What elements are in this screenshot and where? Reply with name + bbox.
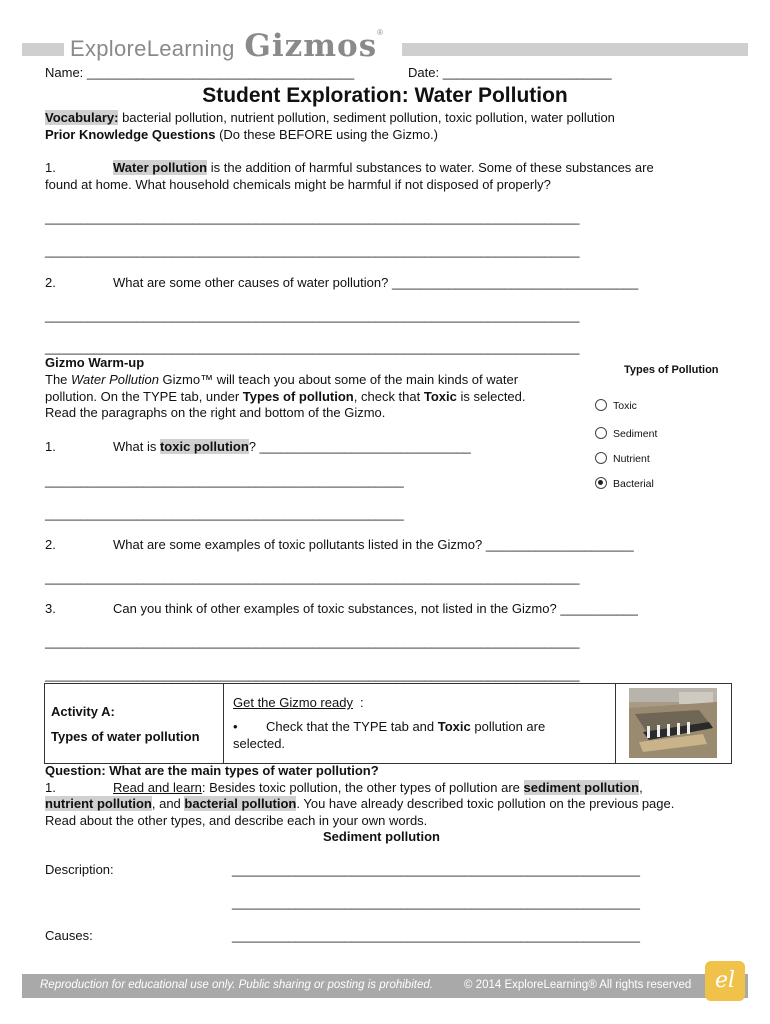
date-line: Date: ________________________ — [408, 65, 612, 80]
types-panel-title: Types of Pollution — [624, 364, 719, 376]
pk-question-1-text: Water pollution is the addition of harmful substances to water. Some of these substances are — [113, 160, 654, 175]
pk-question-2-num: 2. — [45, 275, 56, 290]
radio-nutrient[interactable] — [595, 452, 607, 464]
activity-check: Check that the TYPE tab and Toxic pollution are — [266, 719, 546, 734]
sediment-heading: Sediment pollution — [323, 829, 440, 844]
answer-line: ____________________________________________________________________________ — [45, 634, 580, 649]
radio-label-sediment: Sediment — [613, 428, 658, 440]
pk-question-1-line2: found at home. What household chemicals might be harmful if not disposed of properly? — [45, 177, 551, 192]
warmup-line-1: The Water Pollution Gizmo™ will teach you about some of the main kinds of water — [45, 372, 519, 387]
causes-answer-line: __________________________________________________________ — [232, 928, 640, 943]
prior-knowledge-heading: Prior Knowledge Questions (Do these BEFORE using the Gizmo.) — [45, 127, 438, 142]
description-answer-line: __________________________________________________________ — [232, 862, 640, 877]
table-divider — [615, 684, 616, 763]
radio-sediment[interactable] — [595, 427, 607, 439]
question-1-num: 1. — [45, 780, 56, 795]
activity-label: Activity A: — [51, 704, 115, 719]
description-answer-line: __________________________________________________________ — [232, 895, 640, 910]
answer-line: ____________________________________________________________________________ — [45, 308, 580, 323]
gizmo-thumbnail-image — [629, 688, 717, 758]
description-label: Description: — [45, 862, 114, 877]
question-1-line3: Read about the other types, and describe each in your own words. — [45, 813, 428, 828]
name-line: Name: ______________________________________ — [45, 65, 355, 80]
warmup-heading: Gizmo Warm-up — [45, 355, 145, 370]
radio-label-toxic: Toxic — [613, 400, 637, 412]
answer-line: ___________________________________________________ — [45, 506, 404, 521]
vocabulary: Vocabulary: bacterial pollution, nutrient pollution, sediment pollution, toxic pollution, water pollution — [45, 110, 615, 125]
activity-name: Types of water pollution — [51, 729, 200, 744]
warmup-line-3: Read the paragraphs on the right and bottom of the Gizmo. — [45, 405, 386, 420]
warmup-q2-num: 2. — [45, 537, 56, 552]
activity-table — [44, 683, 732, 764]
warmup-q1-num: 1. — [45, 439, 56, 454]
activity-label-cell — [45, 684, 224, 763]
answer-line: ____________________________________________________________________________ — [45, 210, 580, 225]
pk-question-1: 1. — [45, 160, 56, 175]
warmup-q3: Can you think of other examples of toxic substances, not listed in the Gizmo? ___________ — [113, 601, 638, 616]
gizmo-ready-label: Get the Gizmo ready — [233, 695, 353, 710]
activity-check-line2: selected. — [233, 736, 286, 751]
question-1-line1: Read and learn: Besides toxic pollution, the other types of pollution are sediment pollution, — [113, 780, 643, 795]
radio-dot — [598, 480, 603, 485]
brand-logo: ExploreLearning Gizmos® — [70, 28, 384, 64]
warmup-q1: What is toxic pollution? ______________________________ — [113, 439, 471, 454]
page-title: Student Exploration: Water Pollution — [202, 84, 568, 107]
question-heading: Question: What are the main types of water pollution? — [45, 763, 379, 778]
answer-line: ____________________________________________________________________________ — [45, 340, 580, 355]
radio-bacterial-selected[interactable] — [595, 477, 607, 489]
footer-copyright: © 2014 ExploreLearning® All rights reserved — [464, 979, 692, 991]
gizmo-ready-colon: : — [360, 695, 364, 710]
answer-line: ___________________________________________________ — [45, 473, 404, 488]
construction-site-image — [629, 688, 717, 758]
warmup-line-2: pollution. On the TYPE tab, under Types of pollution, check that Toxic is selected. — [45, 389, 526, 404]
footer-reproduction-notice: Reproduction for educational use only. Public sharing or posting is prohibited. — [40, 979, 433, 991]
radio-toxic[interactable] — [595, 399, 607, 411]
radio-label-bacterial: Bacterial — [613, 478, 654, 490]
pk-question-2: What are some other causes of water pollution? ___________________________________ — [113, 275, 638, 290]
footer-bar — [22, 974, 748, 998]
warmup-q2: What are some examples of toxic pollutants listed in the Gizmo? _____________________ — [113, 537, 634, 552]
causes-label: Causes: — [45, 928, 93, 943]
answer-line: ____________________________________________________________________________ — [45, 667, 580, 682]
warmup-q3-num: 3. — [45, 601, 56, 616]
banner-bar-right — [402, 43, 748, 56]
question-1-line2: nutrient pollution, and bacterial pollution. You have already described toxic pollution on the previous page. — [45, 796, 675, 811]
header-banner — [22, 28, 748, 64]
radio-label-nutrient: Nutrient — [613, 453, 650, 465]
banner-bar-left — [22, 43, 64, 56]
explorelearning-logo-icon: el — [705, 961, 745, 1001]
answer-line: ____________________________________________________________________________ — [45, 243, 580, 258]
bullet: • — [233, 719, 238, 734]
answer-line: ____________________________________________________________________________ — [45, 570, 580, 585]
